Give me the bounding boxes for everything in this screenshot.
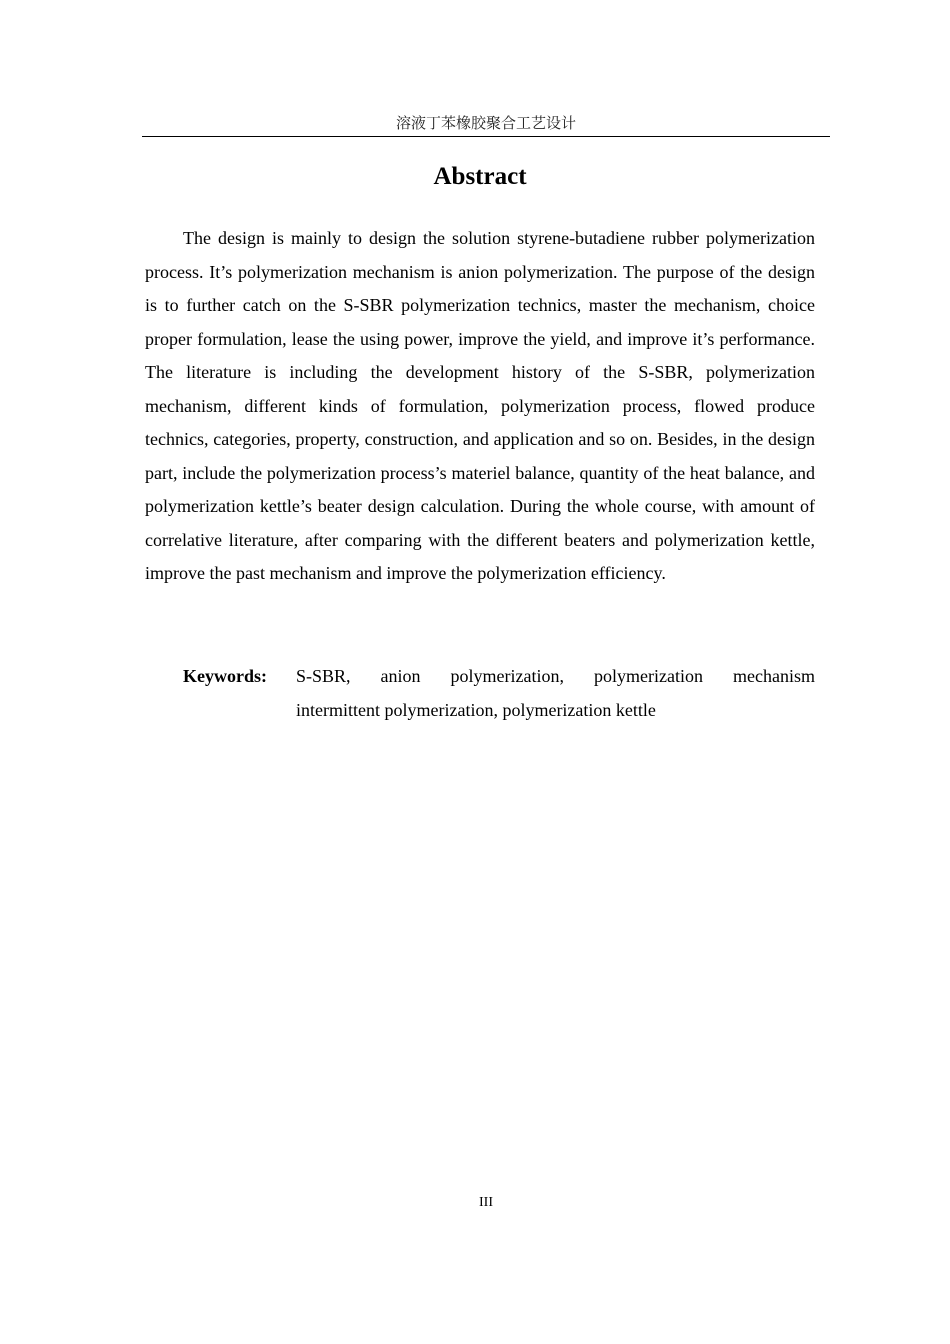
keywords-line-1: S-SBR, anion polymerization, polymerization mechanism: [296, 666, 815, 686]
keywords-line-2: intermittent polymerization, polymerization kettle: [296, 699, 656, 720]
keywords-text: [296, 660, 815, 727]
page-number: III: [479, 1195, 493, 1210]
keywords-label: Keywords:: [183, 666, 267, 686]
abstract-title: Abstract: [433, 163, 527, 190]
running-header: 溶液丁苯橡胶聚合工艺设计: [395, 114, 576, 132]
header-rule: [142, 136, 830, 137]
keywords-section: [183, 660, 815, 727]
abstract-body: The design is mainly to design the solution styrene-butadiene rubber polymerization process. It’s polymerization mechanism is anion polymerization. The purpose of the design is to further catch on the S-SBR polymerization technics, master the mechanism, choice proper formulation, lease the using power, improve the yield, and improve it’s performance. The literature is including the development history of the S-SBR, polymerization mechanism, different kinds of formulation, polymerization process, flowed produce technics, categories, property, construction, and application and so on. Besides, in the design part, include the polymerization process’s materiel balance, quantity of the heat balance, and polymerization kettle’s beater design calculation. During the whole course, with amount of correlative literature, after comparing with the different beaters and polymerization kettle, improve the past mechanism and improve the polymerization efficiency.: [145, 228, 815, 583]
